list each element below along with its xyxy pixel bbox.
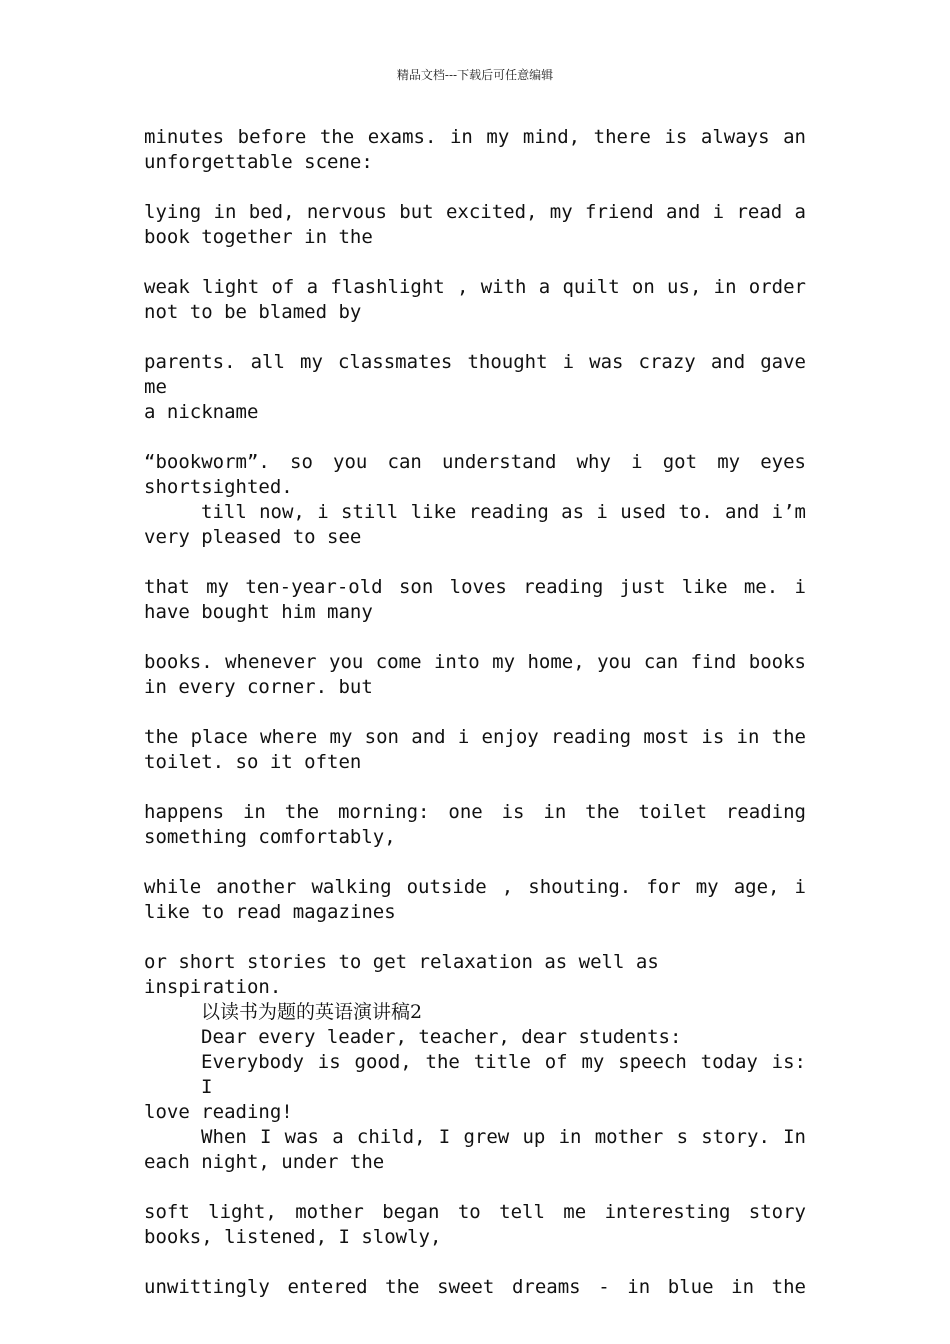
paragraph-line: that my ten-year-old son loves reading just like me. i — [144, 576, 806, 598]
paragraph-line: book together in the — [144, 226, 373, 248]
document-body — [144, 125, 806, 1300]
paragraph-line: minutes before the exams. in my mind, there is always an — [144, 126, 806, 148]
paragraph-3 — [144, 275, 806, 325]
page-header: 精品文档---下载后可任意编辑 — [396, 68, 554, 82]
paragraph-line: shortsighted. — [144, 476, 293, 498]
paragraph-line: Everybody is good, the title of my speech today is: I — [201, 1051, 806, 1098]
paragraph-line: a nickname — [144, 401, 259, 423]
paragraph-line: till now, i still like reading as i used to. and i’m — [201, 501, 806, 523]
paragraph-line: have bought him many — [144, 601, 373, 623]
paragraph-line: toilet. so it often — [144, 751, 362, 773]
paragraph-line: “bookworm”. so you can understand why i got my eyes — [144, 451, 806, 473]
paragraph-line: like to read magazines — [144, 901, 396, 923]
section-heading: 以读书为题的英语演讲稿2 — [201, 1001, 423, 1023]
paragraph-9 — [144, 725, 806, 775]
paragraph-line: weak light of a flashlight , with a quilt on us, in order — [144, 276, 806, 298]
paragraph-line: unwittingly entered the sweet dreams - in blue in the — [144, 1276, 806, 1298]
paragraph-line: happens in the morning: one is in the toilet reading — [144, 801, 806, 823]
paragraph-4 — [144, 350, 806, 425]
paragraph-line: lying in bed, nervous but excited, my friend and i read a — [144, 201, 806, 223]
paragraph-17 — [144, 1275, 806, 1300]
paragraph-7 — [144, 575, 806, 625]
paragraph-line: love reading! — [144, 1101, 293, 1123]
paragraph-line: unforgettable scene: — [144, 151, 373, 173]
paragraph-line: each night, under the — [144, 1151, 385, 1173]
paragraph-line: while another walking outside , shouting. for my age, i — [144, 876, 806, 898]
paragraph-8 — [144, 650, 806, 700]
paragraph-line: not to be blamed by — [144, 301, 362, 323]
paragraph-line: in every corner. but — [144, 676, 373, 698]
paragraph-13 — [144, 1025, 806, 1050]
paragraph-line: parents. all my classmates thought i was crazy and gave me — [144, 351, 806, 398]
paragraph-line: soft light, mother began to tell me interesting story — [144, 1201, 806, 1223]
paragraph-10 — [144, 800, 806, 850]
paragraph-line: something comfortably, — [144, 826, 396, 848]
paragraph-12 — [144, 950, 806, 1000]
paragraph-11 — [144, 875, 806, 925]
paragraph-2 — [144, 200, 806, 250]
paragraph-line: books, listened, I slowly, — [144, 1226, 442, 1248]
paragraph-line: When I was a child, I grew up in mother s story. In — [201, 1126, 806, 1148]
paragraph-14 — [144, 1050, 806, 1125]
paragraph-line: books. whenever you come into my home, you can find books — [144, 651, 806, 673]
paragraph-line: the place where my son and i enjoy reading most is in the — [144, 726, 806, 748]
paragraph-5 — [144, 450, 806, 500]
paragraph-line: Dear every leader, teacher, dear students: — [201, 1026, 682, 1048]
paragraph-16 — [144, 1200, 806, 1250]
paragraph-15 — [144, 1125, 806, 1175]
paragraph-line: very pleased to see — [144, 526, 362, 548]
paragraph-1 — [144, 125, 806, 175]
paragraph-line: or short stories to get relaxation as well as inspiration. — [144, 951, 659, 998]
paragraph-6 — [144, 500, 806, 550]
